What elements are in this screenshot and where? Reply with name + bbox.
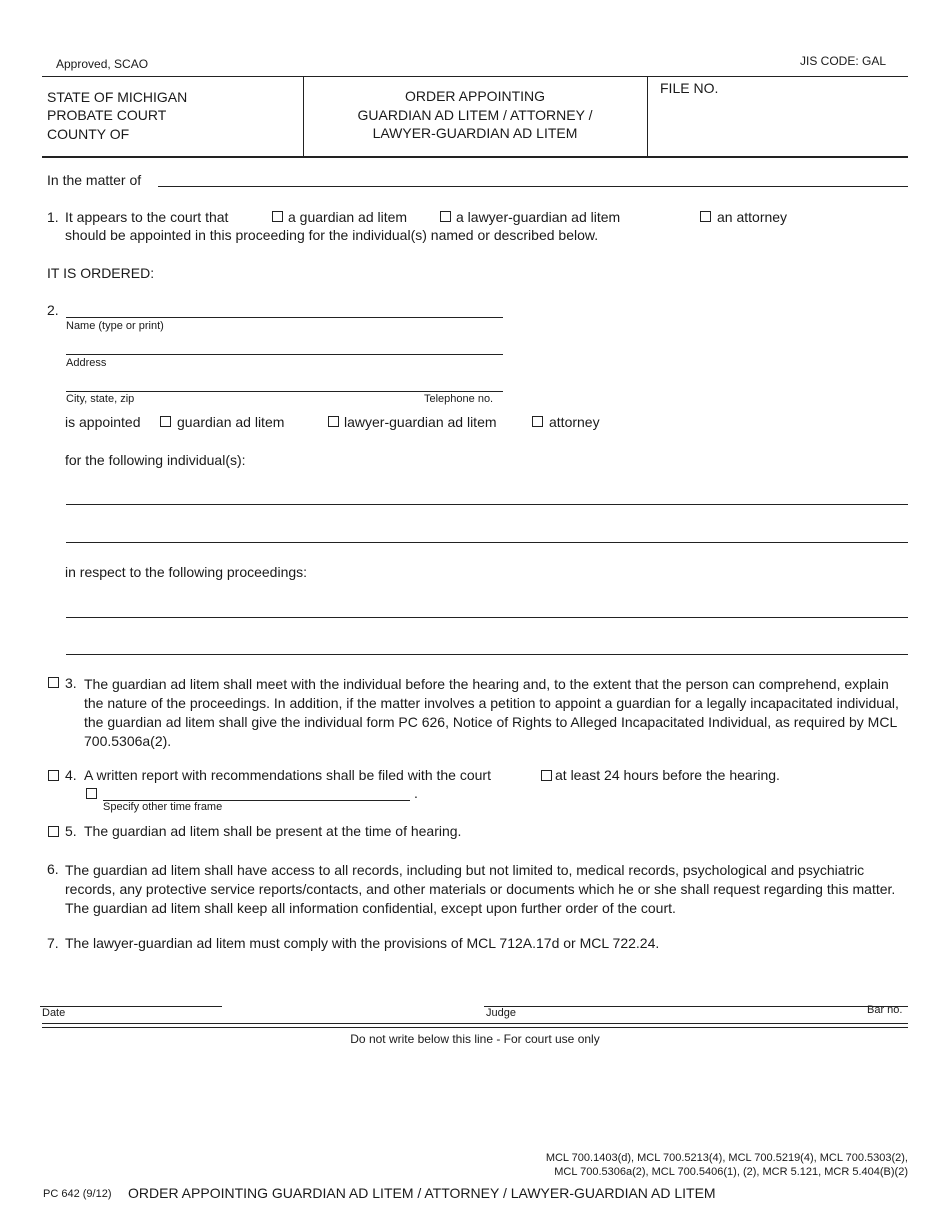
item6-text: The guardian ad litem shall have access to all records, including but not limited to, medical records, psychological and psychiatric records, any protective service reports/contacts, and other materials or documents which he or she shall request regarding this matter. The guardian ad litem shall keep all information confidential, except upon further order of the court. [65,862,896,916]
appointee-city-field[interactable] [66,374,502,390]
appointee-phone-label: Telephone no. [424,393,494,405]
individuals-label: for the following individual(s): [65,452,246,468]
judge-label: Judge [486,1007,516,1019]
appointee-address-line [66,354,503,355]
matter-label: In the matter of [47,172,142,188]
statutes-line-2: MCL 700.5306a(2), MCL 700.5406(1), (2), MCR 5.121, MCR 5.404(B)(2) [554,1166,908,1178]
judge-line [484,1006,908,1007]
item1-lgal-label: a lawyer-guardian ad litem [456,209,621,225]
item4-text: A written report with recommendations shall be filed with the court [84,767,491,783]
proceedings-field-1[interactable] [66,600,906,616]
appointee-address-field[interactable] [66,337,502,353]
appointee-name-label: Name (type or print) [66,320,164,332]
item4-other-field[interactable] [103,785,408,799]
item2-lgal-label: lawyer-guardian ad litem [344,414,497,430]
individuals-field-2[interactable] [66,525,906,541]
item2-gal-label: guardian ad litem [177,414,285,430]
jis-code: JIS CODE: GAL [800,54,887,68]
item2-gal-checkbox[interactable] [160,416,171,427]
appointed-label: is appointed [65,414,141,430]
item1-lead: It appears to the court that [65,209,229,225]
judge-signature-field[interactable] [486,990,906,1006]
item5-text: The guardian ad litem shall be present at the time of hearing. [84,823,462,839]
item1-gal-checkbox[interactable] [272,211,283,222]
state-label: STATE OF MICHIGAN [47,89,188,105]
item1-gal-label: a guardian ad litem [288,209,408,225]
item1-lgal-checkbox[interactable] [440,211,451,222]
item2-number: 2. [47,302,59,318]
item5-number: 5. [65,823,77,839]
item3-text: The guardian ad litem shall meet with the individual before the hearing and, to the extent that the person can comprehend, explain the nature of the proceedings. In addition, if the matter involves a petition to appoint a guardian for a legally incapacitated individual, the guardian ad litem shall give the individual form PC 626, Notice of Rights to Alleged Incapacitated Individual, as required by MCL 700.5306a(2). [84,676,899,749]
proceedings-field-2[interactable] [66,637,906,653]
file-no-field[interactable] [740,80,900,100]
appointee-address-label: Address [66,357,107,369]
form-title-line-2: GUARDIAN AD LITEM / ATTORNEY / [357,107,593,123]
header-top-rule [42,76,908,77]
item6-number: 6. [47,861,59,877]
form-title-line-3: LAWYER-GUARDIAN AD LITEM [372,125,578,141]
header-bottom-rule [42,156,908,158]
court-use-rule-1 [42,1023,908,1024]
item2-attorney-label: attorney [549,414,600,430]
individuals-line-1 [66,504,908,505]
item4-number: 4. [65,767,77,783]
date-line [40,1006,222,1007]
date-label: Date [42,1007,66,1019]
item1-continuation: should be appointed in this proceeding for the individual(s) named or described below. [65,227,599,243]
proceedings-line-1 [66,617,908,618]
item3-number: 3. [65,675,77,691]
court-use-rule-2 [42,1027,908,1028]
item4-other-label: Specify other time frame [103,801,223,813]
approved-label: Approved, SCAO [56,57,149,71]
item5-checkbox[interactable] [48,826,59,837]
item1-attorney-label: an attorney [717,209,788,225]
individuals-line-2 [66,542,908,543]
ordered-heading: IT IS ORDERED: [47,265,155,281]
date-field[interactable] [42,990,220,1006]
item7-text: The lawyer-guardian ad litem must comply with the provisions of MCL 712A.17d or MCL 722.24. [65,935,660,951]
item4-24h-label: at least 24 hours before the hearing. [555,767,780,783]
item3-checkbox[interactable] [48,677,59,688]
individuals-field-1[interactable] [66,487,906,503]
bar-no-label: Bar no. [867,1004,903,1016]
court-use-notice: Do not write below this line - For court use only [350,1032,600,1046]
item2-attorney-checkbox[interactable] [532,416,543,427]
form-title-line-1: ORDER APPOINTING [404,88,546,104]
form-id: PC 642 (9/12) [43,1188,112,1200]
file-no-label: FILE NO. [660,80,719,96]
item1-number: 1. [47,209,59,225]
appointee-name-field[interactable] [66,300,502,316]
item4-24h-checkbox[interactable] [541,770,552,781]
statutes-line-1: MCL 700.1403(d), MCL 700.5213(4), MCL 700.5219(4), MCL 700.5303(2), [545,1152,908,1164]
matter-field[interactable] [162,170,906,186]
court-label: PROBATE COURT [47,107,167,123]
item7-number: 7. [47,935,59,951]
proceedings-line-2 [66,654,908,655]
appointee-city-label: City, state, zip [66,393,135,405]
matter-line [158,186,908,187]
item4-period: . [414,785,418,801]
item1-attorney-checkbox[interactable] [700,211,711,222]
item4-other-checkbox[interactable] [86,788,97,799]
appointee-name-line [66,317,503,318]
item4-checkbox[interactable] [48,770,59,781]
proceedings-label: in respect to the following proceedings: [65,564,308,580]
footer-form-title: ORDER APPOINTING GUARDIAN AD LITEM / ATTORNEY / LAWYER-GUARDIAN AD LITEM [128,1185,716,1201]
header-divider-2 [647,76,648,156]
county-label: COUNTY OF [47,126,130,142]
appointee-city-line [66,391,503,392]
item2-lgal-checkbox[interactable] [328,416,339,427]
